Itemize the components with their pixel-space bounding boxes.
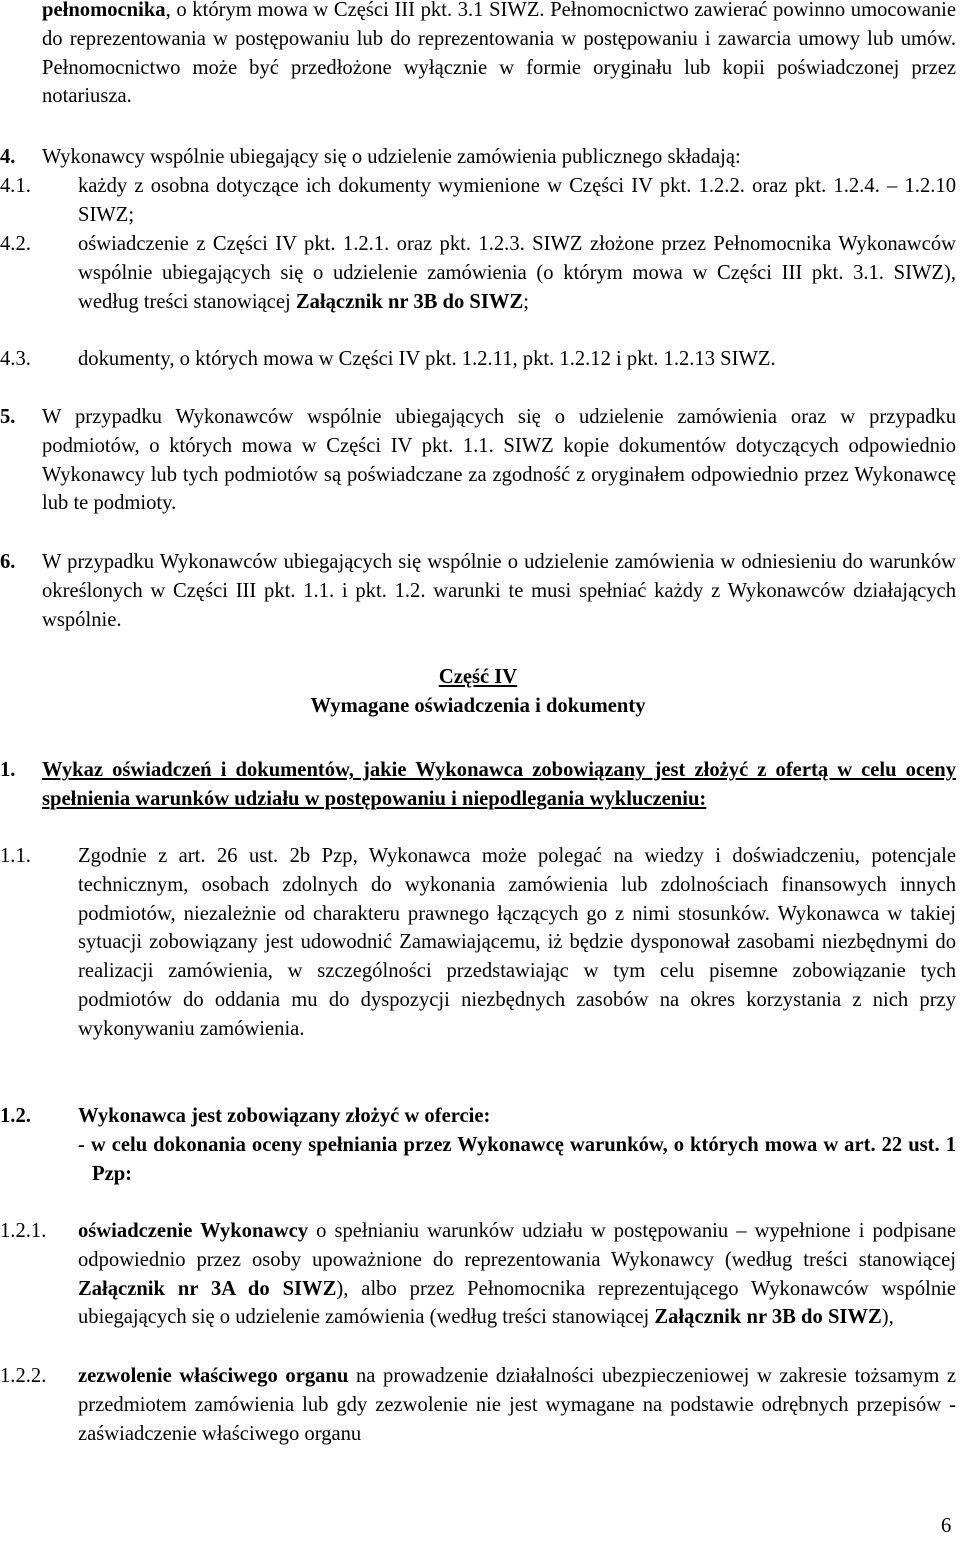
paragraph-text: , o którym mowa w Części III pkt. 3.1 SIWZ. Pełnomocnictwo zawierać powinno umocowanie do reprezentowania w postępowaniu lub do reprezentowania w postępowaniu i zawarcia umowy lub umów. Pełnomocnictwo może być przedłożone wyłącznie w formie oryginału lub kopii poświadczonej przez notariusza. (42, 0, 956, 108)
section-number-5: 5. (0, 406, 16, 428)
item-1-1-text: Zgodnie z art. 26 ust. 2b Pzp, Wykonawca może polegać na wiedzy i doświadczeniu, potencjale technicznym, osobach zdolnych do wykonania zamówienia lub zdolnościach finansowych innych podmiotów, niezależnie od charakteru prawnego łączących go z nimi stosunków. Wykonawca w takiej sytuacji zobowiązany jest udowodnić Zamawiającemu, iż będzie dysponował zasobami niezbędnymi do realizacji zamówienia, w szczególności przedstawiając w tym celu pisemne zobowiązanie tych podmiotów do oddania mu do dyspozycji niezbędnych zasobów na okres korzystania z nich przy wykonywaniu zamówienia. (78, 845, 956, 1040)
bold-lead: pełnomocnika (42, 0, 166, 21)
continuation-paragraph (42, 0, 956, 111)
item-1-2-1-text (78, 1217, 956, 1332)
section-number-6: 6. (0, 551, 16, 573)
attachment-3b: Załącznik nr 3B do SIWZ (654, 1306, 882, 1329)
item-1-2-title: Wykonawca jest zobowiązany złożyć w ofercie: (78, 1105, 491, 1127)
item-1-2-subtitle: - w celu dokonania oceny spełniania przez Wykonawcę warunków, o których mowa w art. 22 ust. 1 Pzp: (78, 1134, 956, 1185)
item-4-2-main: oświadczenie z Części IV pkt. 1.2.1. oraz pkt. 1.2.3. SIWZ złożone przez Pełnomocnika Wykonawców wspólnie ubiegających się o udzielenie zamówienia (o którym mowa w Części III pkt. 3.1. SIWZ), według treści stanowiącej (78, 233, 956, 313)
section-number-4: 4. (0, 146, 16, 168)
part-title: Część IV (438, 666, 518, 688)
item-number-1: 1. (0, 759, 16, 781)
item-4-2-text (78, 230, 956, 316)
section-4-heading: Wykonawcy wspólnie ubiegający się o udzielenie zamówienia publicznego składają: (42, 146, 741, 168)
item-4-1-text: każdy z osobna dotyczące ich dokumenty wymienione w Części IV pkt. 1.2.2. oraz pkt. 1.2.4. – 1.2.10 SIWZ; (78, 175, 956, 226)
item-4-3-text: dokumenty, o których mowa w Części IV pkt. 1.2.11, pkt. 1.2.12 i pkt. 1.2.13 SIWZ. (78, 348, 776, 370)
item-number-1-2-1: 1.2.1. (0, 1220, 47, 1242)
item-1-2-2-main: na prowadzenie działalności ubezpieczeniowej w zakresie tożsamym z przedmiotem zamówienia lub gdy zezwolenie nie jest wymagane na podstawie odrębnych przepisów - zaświadczenie właściwego organu (78, 1365, 956, 1445)
item-4-2-tail: ; (523, 290, 529, 313)
page-number: 6 (941, 1515, 952, 1537)
item-1-2-2-text (78, 1362, 956, 1448)
section-6-text: W przypadku Wykonawców ubiegających się wspólnie o udzielenie zamówienia w odniesieniu do warunków określonych w Części III pkt. 1.1. i pkt. 1.2. warunki te musi spełniać każdy z Wykonawców działających wspólnie. (42, 551, 956, 631)
item-1-2-1-bold: oświadczenie Wykonawcy (78, 1220, 309, 1242)
item-number-4-2: 4.2. (0, 233, 31, 255)
part-subtitle: Wymagane oświadczenia i dokumenty (310, 695, 646, 717)
item-1-heading: Wykaz oświadczeń i dokumentów, jakie Wykonawca zobowiązany jest złożyć z ofertą w celu oceny spełnienia warunków udziału w postępowaniu i niepodlegania wykluczeniu: (42, 759, 956, 810)
item-1-2-1-part-c: ), albo przez Pełnomocnika reprezentującego Wykonawców wspólnie ubiegających się o udzielenie zamówienia (według treści stanowiącej (78, 1277, 957, 1329)
item-4-2-bold: Załącznik nr 3B do SIWZ (295, 290, 524, 313)
item-number-1-2: 1.2. (0, 1105, 31, 1127)
attachment-3a: Załącznik nr 3A do SIWZ (78, 1277, 337, 1300)
item-number-1-1: 1.1. (0, 845, 31, 867)
item-number-1-2-2: 1.2.2. (0, 1365, 47, 1387)
item-1-2-2-bold: zezwolenie właściwego organu (78, 1365, 349, 1387)
section-5-text: W przypadku Wykonawców wspólnie ubiegających się o udzielenie zamówienia oraz w przypadku podmiotów, o których mowa w Części IV pkt. 1.1. SIWZ kopie dokumentów dotyczących odpowiednio Wykonawcy lub tych podmiotów są poświadczane za zgodność z oryginałem odpowiednio przez Wykonawcę lub te podmioty. (42, 406, 956, 515)
item-1-2-1-part-d: ), (881, 1306, 894, 1329)
item-number-4-3: 4.3. (0, 348, 31, 370)
item-1-2-1-part-a: o spełnianiu warunków udziału w postępowaniu – wypełnione i podpisane odpowiednio przez osoby upoważnione do reprezentowania Wykonawcy (według treści stanowiącej (78, 1220, 957, 1271)
item-number-4-1: 4.1. (0, 175, 31, 197)
